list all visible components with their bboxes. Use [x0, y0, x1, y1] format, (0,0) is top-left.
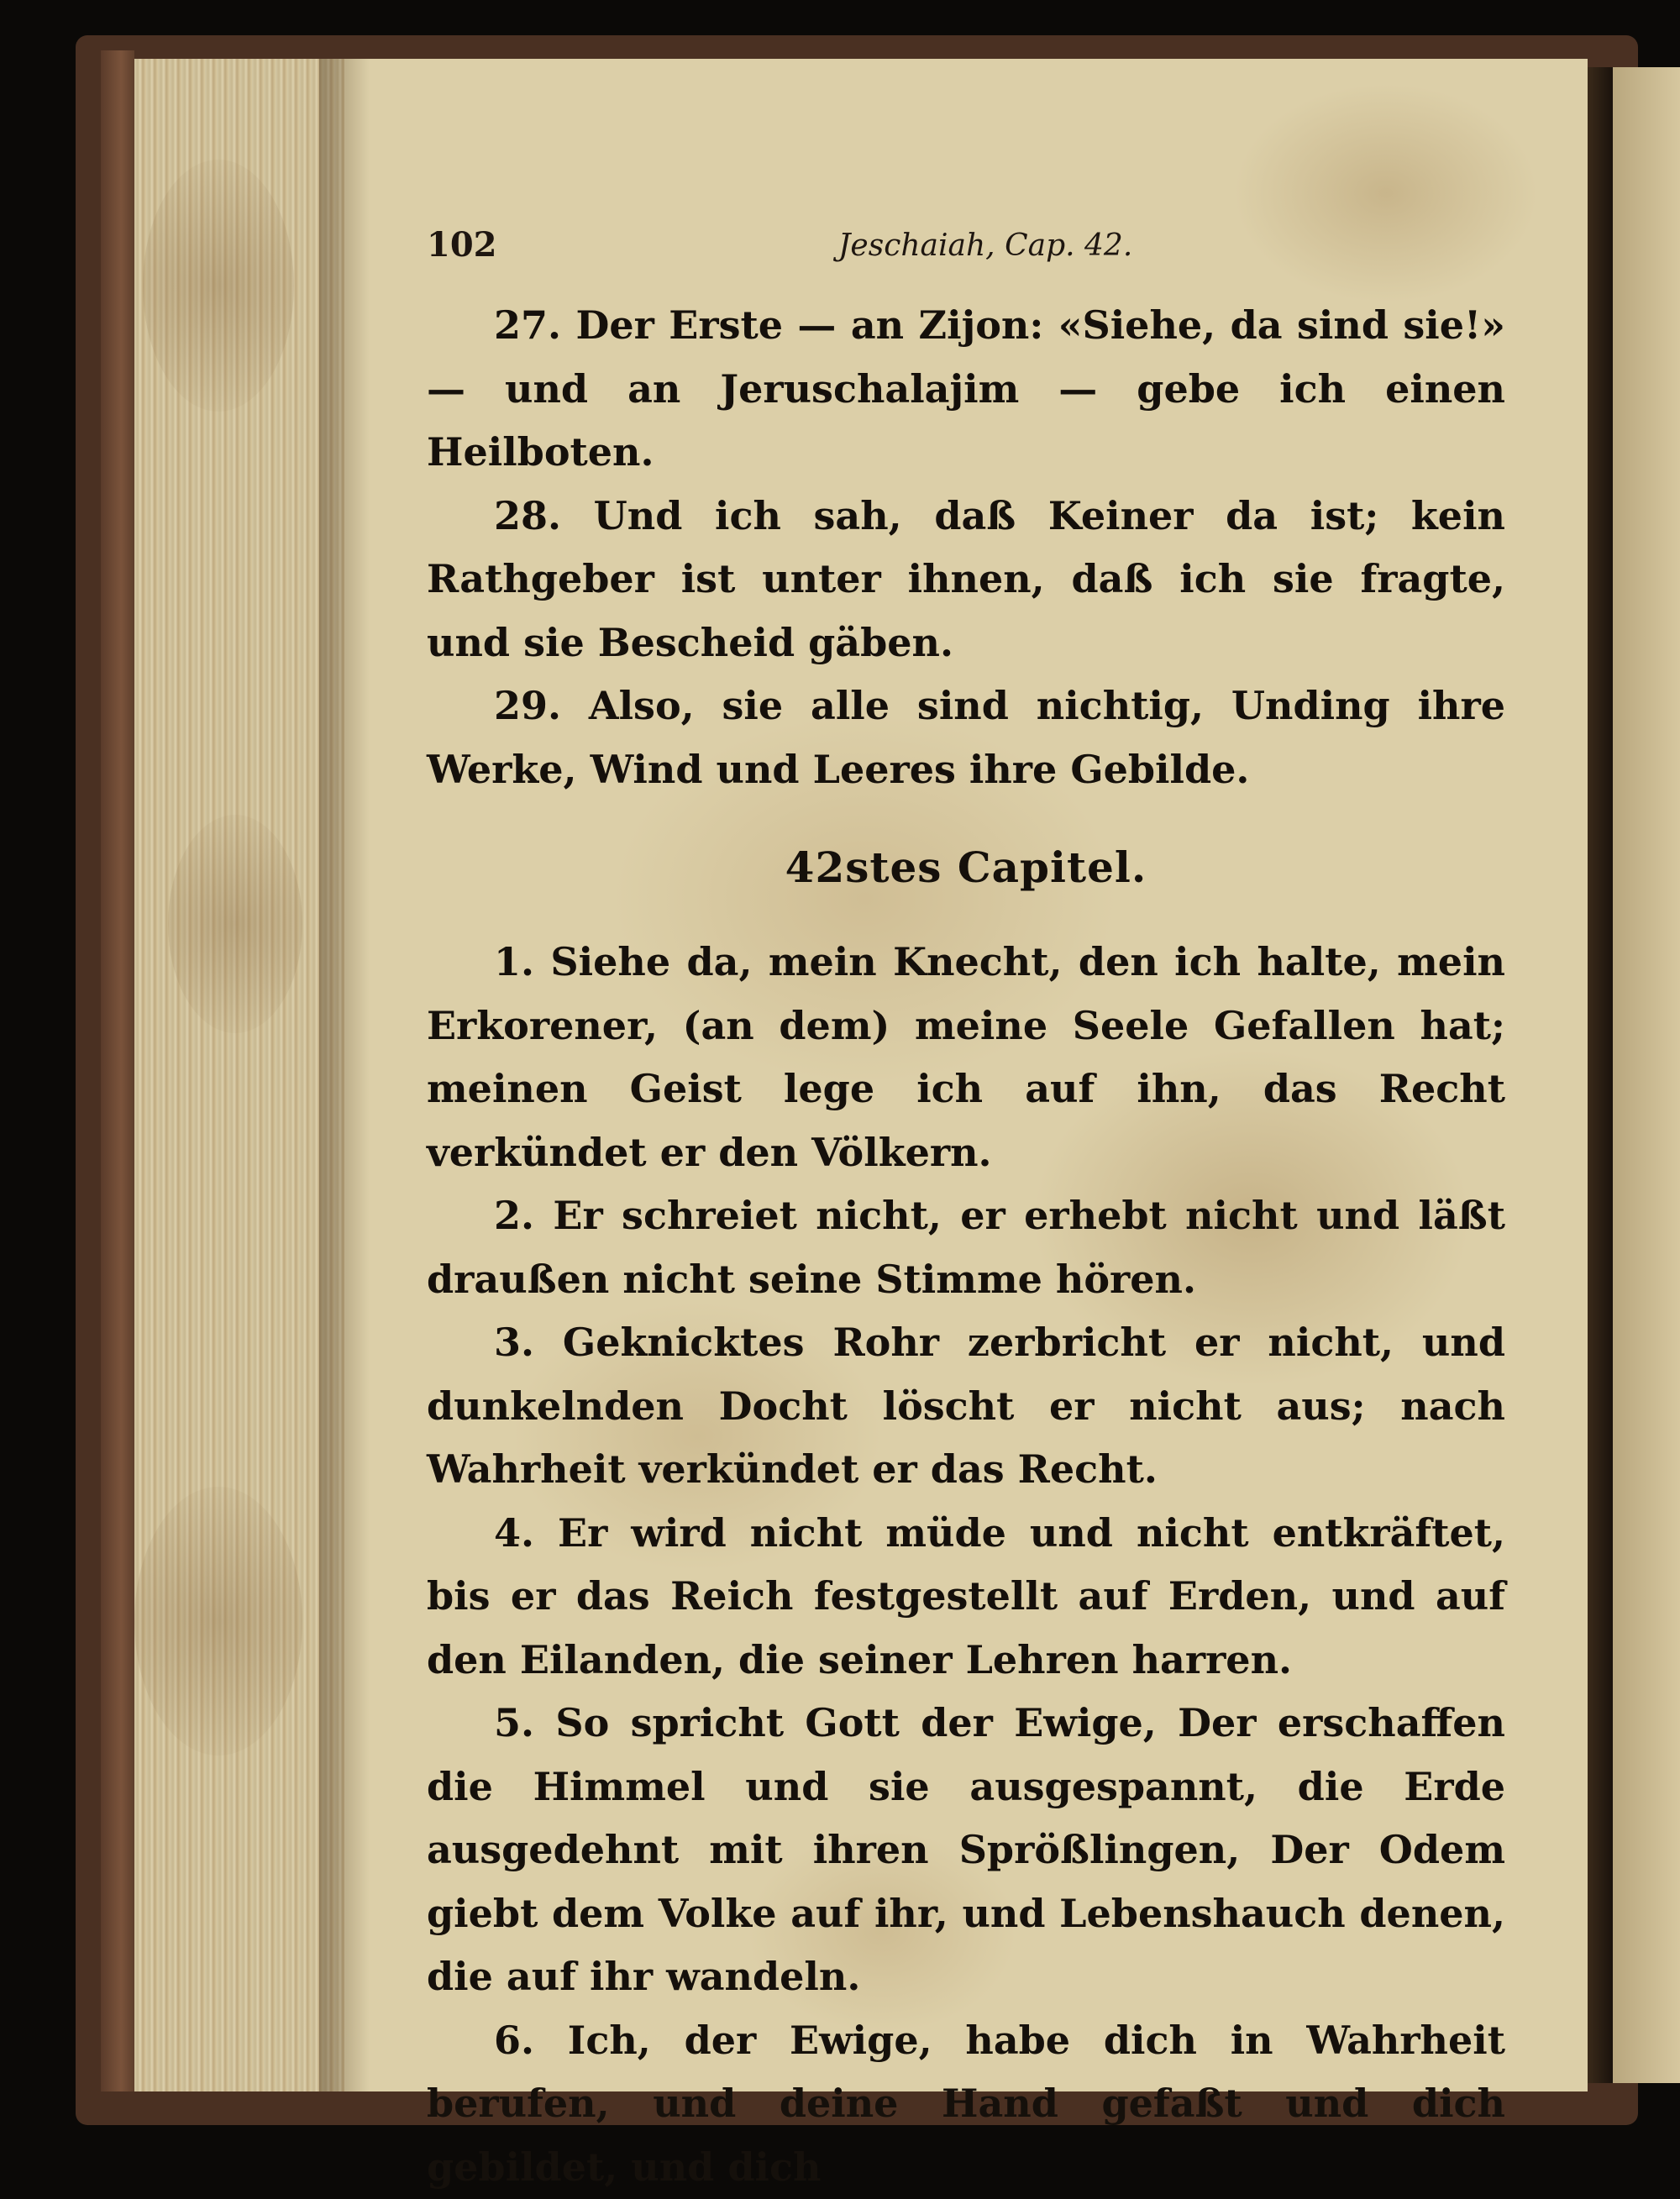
- page-number: 102: [427, 225, 497, 265]
- verse-1: 1. Siehe da, mein Knecht, den ich halte, mein Erkorener, (an dem) meine Seele Gefallen hat; meinen Geist lege ich auf ihn, das Recht verkündet er den Völkern.: [427, 931, 1505, 1184]
- verse-3: 3. Geknicktes Rohr zerbricht er nicht, und dunkelnden Docht löscht er nicht aus; nach Wahrheit verkündet er das Recht.: [427, 1311, 1505, 1502]
- book-spine: [101, 50, 134, 2091]
- verse-6: 6. Ich, der Ewige, habe dich in Wahrheit berufen, und deine Hand gefaßt und dich gebildet, und dich: [427, 2009, 1505, 2199]
- gutter-shadow: [319, 59, 370, 2091]
- page-edges: [134, 59, 344, 2091]
- page-header: [427, 225, 1502, 272]
- chapter-title: 42stes Capitel.: [427, 838, 1505, 897]
- page-body: [427, 294, 1505, 2199]
- verse-27: 27. Der Erste — an Zijon: «Siehe, da sind sie!» — und an Jeruschalajim — gebe ich einen Heilboten.: [427, 294, 1505, 485]
- verse-4: 4. Er wird nicht müde und nicht entkräftet, bis er das Reich festgestellt auf Erden, und auf den Eilanden, die seiner Lehren harren.: [427, 1502, 1505, 1693]
- verse-28: 28. Und ich sah, daß Keiner da ist; kein Rathgeber ist unter ihnen, daß ich sie fragte, und sie Bescheid gäben.: [427, 485, 1505, 675]
- next-page-edge: [1613, 67, 1680, 2083]
- running-head: Jeschaiah, Cap. 42.: [838, 228, 1132, 263]
- verse-5: 5. So spricht Gott der Ewige, Der erschaffen die Himmel und sie ausgespannt, die Erde ausgedehnt mit ihren Sprößlingen, Der Odem giebt dem Volke auf ihr, und Lebenshauch denen, die auf ihr wandeln.: [427, 1692, 1505, 2009]
- verse-29: 29. Also, sie alle sind nichtig, Unding ihre Werke, Wind und Leeres ihre Gebilde.: [427, 674, 1505, 801]
- verse-2: 2. Er schreiet nicht, er erhebt nicht und läßt draußen nicht seine Stimme hören.: [427, 1184, 1505, 1311]
- page-right-edge: [1588, 67, 1613, 2083]
